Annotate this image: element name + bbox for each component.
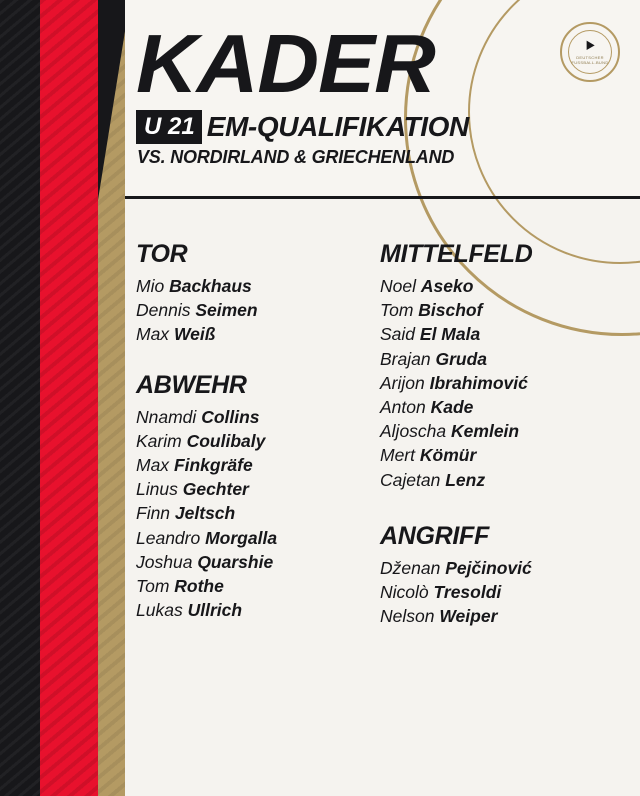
player-last-name: Aseko — [420, 276, 474, 296]
player-row — [136, 526, 365, 550]
player-last-name: Tresoldi — [433, 582, 502, 603]
player-first-name: Tom — [136, 576, 170, 597]
left-black-stripe-pattern — [0, 0, 40, 796]
player-first-name: Max — [136, 455, 170, 476]
squad-group-title: MITTELFELD — [380, 240, 533, 268]
player-row — [380, 468, 625, 492]
player-row — [380, 347, 625, 371]
player-first-name: Mio — [136, 276, 165, 296]
player-row — [380, 274, 625, 298]
page-title: KADER — [136, 17, 435, 110]
player-first-name: Lukas — [136, 600, 183, 621]
dfb-crest-icon — [560, 22, 620, 82]
player-last-name: Seimen — [195, 300, 258, 321]
squad-column-left — [125, 240, 365, 642]
dfb-crest-inner — [568, 30, 612, 74]
player-first-name: Aljoscha — [380, 421, 447, 442]
player-first-name: Karim — [136, 430, 182, 451]
squad-group-title: TOR — [136, 240, 188, 268]
crest-label: DEUTSCHER FUSSBALL-BUND — [571, 54, 609, 65]
player-row — [380, 419, 625, 443]
player-first-name: Nnamdi — [136, 406, 197, 427]
player-row — [136, 477, 365, 501]
squad-columns — [125, 240, 640, 642]
squad-group — [136, 240, 365, 347]
player-last-name: Backhaus — [169, 276, 252, 296]
player-first-name: Joshua — [136, 551, 193, 572]
player-row — [380, 556, 625, 580]
player-last-name: Rothe — [174, 576, 224, 597]
player-first-name: Dženan — [380, 557, 441, 578]
player-last-name: Coulibaly — [186, 430, 266, 451]
player-last-name: Morgalla — [205, 527, 278, 548]
player-first-name: Tom — [380, 300, 414, 321]
squad-group — [136, 371, 365, 623]
player-row — [136, 405, 365, 429]
player-first-name: Said — [380, 324, 416, 345]
squad-group — [380, 240, 625, 492]
player-row — [380, 298, 625, 322]
squad-group — [380, 522, 625, 629]
player-first-name: Noel — [380, 276, 416, 296]
player-last-name: Finkgräfe — [173, 455, 253, 476]
player-row — [136, 598, 365, 622]
player-row — [380, 322, 625, 346]
player-row — [380, 371, 625, 395]
group-spacer — [136, 361, 365, 371]
player-row — [136, 550, 365, 574]
competition-label: EM-QUALIFIKATION — [206, 111, 469, 142]
player-first-name: Nelson — [380, 606, 435, 627]
header-divider — [125, 196, 640, 199]
player-last-name: Bischof — [418, 300, 483, 321]
player-row — [136, 501, 365, 525]
player-last-name: Kömür — [419, 445, 477, 466]
player-last-name: Lenz — [445, 469, 486, 490]
player-first-name: Dennis — [136, 300, 191, 321]
player-last-name: Kade — [430, 397, 474, 418]
opponents-label: VS. NORDIRLAND & GRIECHENLAND — [137, 147, 455, 167]
player-last-name: Gruda — [435, 348, 488, 369]
player-first-name: Nicolò — [380, 582, 429, 603]
player-row — [380, 395, 625, 419]
player-first-name: Max — [136, 324, 170, 345]
player-row — [136, 274, 365, 298]
player-first-name: Arijon — [380, 372, 425, 393]
subtitle-row — [136, 110, 469, 144]
player-last-name: Ibrahimović — [429, 372, 528, 393]
player-row — [136, 429, 365, 453]
player-row — [380, 580, 625, 604]
group-spacer — [380, 506, 625, 522]
player-last-name: Jeltsch — [174, 503, 236, 524]
player-first-name: Anton — [380, 397, 426, 418]
player-last-name: Quarshie — [197, 551, 274, 572]
player-last-name: Gechter — [182, 479, 249, 500]
player-first-name: Finn — [136, 503, 171, 524]
squad-group-title: ANGRIFF — [380, 521, 489, 550]
u21-badge: U 21 — [136, 110, 202, 144]
player-row — [136, 574, 365, 598]
player-row — [136, 322, 365, 346]
left-red-stripe-pattern — [40, 0, 98, 796]
player-first-name: Mert — [380, 445, 415, 466]
player-last-name: Weiß — [173, 324, 216, 345]
eagle-icon: ⯈ — [583, 36, 597, 56]
squad-group-title: ABWEHR — [136, 370, 247, 399]
player-first-name: Linus — [136, 479, 178, 500]
player-row — [380, 604, 625, 628]
player-first-name: Brajan — [380, 348, 431, 369]
player-last-name: El Mala — [419, 324, 481, 345]
player-first-name: Leandro — [136, 527, 201, 548]
player-last-name: Collins — [201, 406, 260, 427]
player-first-name: Cajetan — [380, 469, 441, 490]
player-row — [136, 298, 365, 322]
player-row — [380, 443, 625, 467]
player-last-name: Weiper — [439, 606, 498, 627]
squad-column-right — [365, 240, 625, 642]
player-last-name: Ullrich — [187, 600, 243, 621]
player-last-name: Pejčinović — [445, 557, 532, 578]
player-last-name: Kemlein — [451, 421, 520, 442]
player-row — [136, 453, 365, 477]
